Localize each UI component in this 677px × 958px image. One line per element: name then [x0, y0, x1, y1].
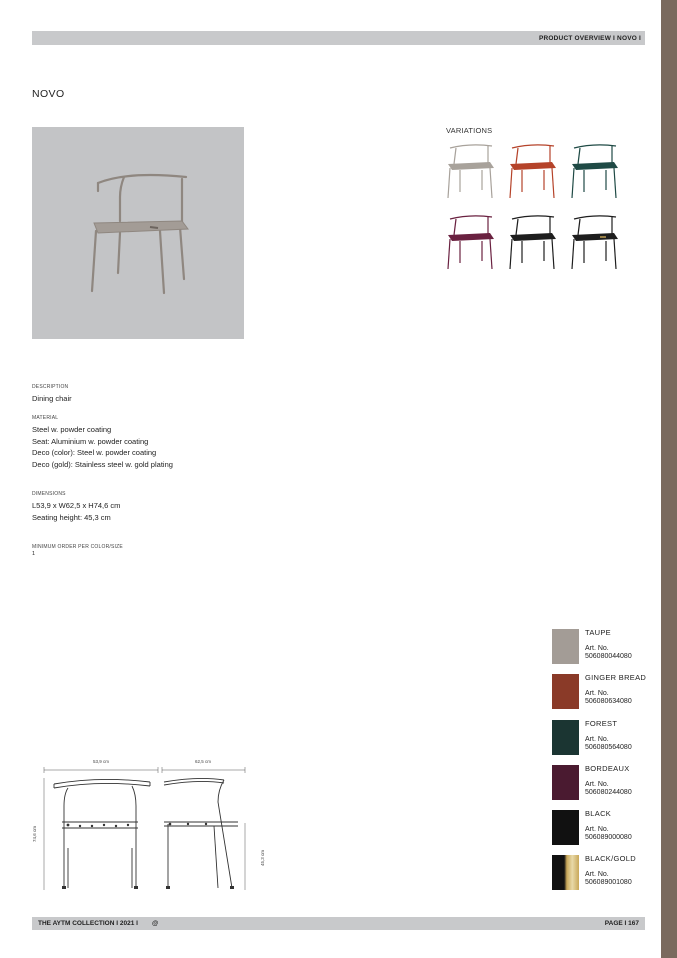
color-name: BLACK — [585, 809, 612, 818]
material-line: Deco (gold): Stainless steel w. gold plating — [32, 459, 173, 469]
min-order-section — [32, 544, 123, 558]
color-name: BLACK/GOLD — [585, 854, 636, 863]
seat-height-label: 45,3 cm — [260, 849, 265, 867]
description-label: DESCRIPTION — [32, 384, 69, 390]
material-line: Deco (color): Steel w. powder coating — [32, 448, 157, 457]
color-swatch-info — [585, 855, 665, 888]
chair-black-icon — [508, 213, 560, 273]
art-no-value: 506080564080 — [585, 744, 632, 751]
breadcrumb: PRODUCT OVERVIEW I NOVO I — [538, 34, 641, 42]
art-no-value: 506089000080 — [585, 834, 632, 841]
description-section — [32, 384, 72, 405]
footer-collection: THE AYTM COLLECTION I 2021 I — [38, 920, 138, 927]
page-number: PAGE I 167 — [604, 920, 639, 927]
material-section — [32, 415, 173, 470]
color-swatch-row — [552, 629, 662, 665]
side-width-label: 62,5 cm — [194, 759, 212, 764]
art-no-label: Art. No. — [585, 870, 609, 878]
chair-taupe-icon — [446, 142, 498, 202]
art-no-label: Art. No. — [585, 644, 609, 652]
material-line: Seat: Aluminium w. powder coating — [32, 436, 149, 446]
color-swatch — [552, 674, 579, 709]
front-width-label: 53,9 cm — [92, 759, 110, 764]
art-no-label: Art. No. — [585, 689, 609, 697]
art-no-label: Art. No. — [585, 735, 609, 743]
color-swatch-info — [585, 765, 665, 798]
hero-product-image — [32, 127, 244, 339]
chair-black-gold-icon — [570, 213, 622, 273]
chair-photo-icon — [32, 127, 244, 339]
dimensions-line: L53,9 x W62,5 x H74,6 cm — [32, 501, 121, 510]
chair-dimension-drawing — [28, 750, 288, 900]
color-name: BORDEAUX — [585, 764, 630, 773]
art-no-label: Art. No. — [585, 825, 609, 833]
technical-drawings — [28, 750, 288, 900]
art-no-value: 506080244080 — [585, 789, 632, 796]
min-order-label: MINIMUM ORDER PER COLOR/SIZE — [32, 544, 123, 550]
dimensions-line: Seating height: 45,3 cm — [32, 512, 111, 522]
page-title: NOVO — [32, 88, 65, 100]
header-bar — [32, 31, 645, 45]
color-name: GINGER BREAD — [585, 673, 647, 682]
description-value: Dining chair — [32, 394, 72, 403]
footer-bar — [32, 917, 645, 930]
chair-bordeaux-icon — [446, 213, 498, 273]
color-swatch-row — [552, 720, 662, 756]
color-swatch-row — [552, 810, 662, 846]
color-swatch-info — [585, 810, 665, 843]
color-swatch-row — [552, 855, 662, 891]
min-order-value: 1 — [32, 551, 36, 557]
color-swatch-info — [585, 629, 665, 662]
color-swatch-row — [552, 674, 662, 710]
art-no-label: Art. No. — [585, 780, 609, 788]
color-swatch — [552, 720, 579, 755]
material-label: MATERIAL — [32, 415, 59, 421]
brand-logo: @ — [151, 920, 159, 927]
color-name: FOREST — [585, 719, 618, 728]
dimensions-section — [32, 491, 120, 523]
art-no-value: 506089001080 — [585, 879, 632, 886]
material-line: Steel w. powder coating — [32, 425, 112, 434]
color-swatch — [552, 765, 579, 800]
dimensions-label: DIMENSIONS — [32, 491, 66, 497]
color-swatch — [552, 855, 579, 890]
color-swatch-info — [585, 674, 665, 707]
color-swatch — [552, 629, 579, 664]
chair-forest-icon — [570, 142, 622, 202]
color-name: TAUPE — [585, 628, 611, 637]
color-swatch-info — [585, 720, 665, 753]
color-swatch — [552, 810, 579, 845]
art-no-value: 506080044080 — [585, 653, 632, 660]
variations-label: VARIATIONS — [446, 126, 493, 135]
height-label: 74,6 cm — [32, 825, 37, 843]
color-swatch-row — [552, 765, 662, 801]
chair-ginger-bread-icon — [508, 142, 560, 202]
art-no-value: 506080634080 — [585, 698, 632, 705]
